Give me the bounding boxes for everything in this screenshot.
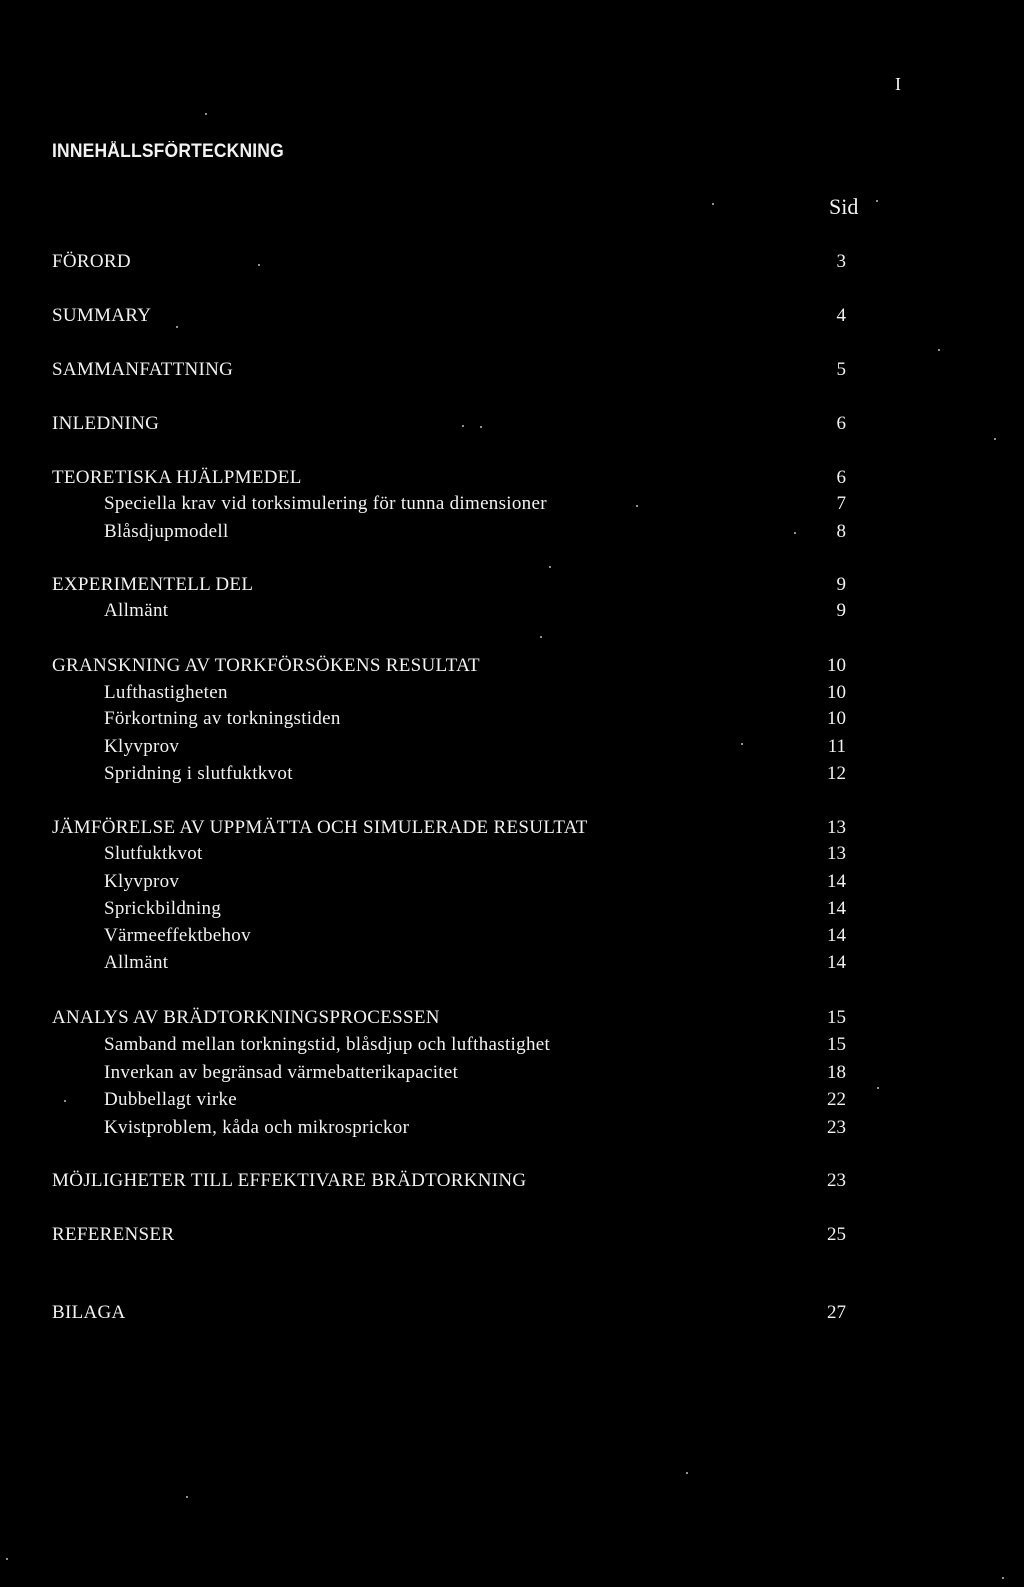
scan-speck [1002,1577,1004,1579]
page-column-label: Sid [829,194,859,219]
scan-speck [794,532,796,534]
toc-entry-label: SAMMANFATTNING [52,359,234,380]
toc-entry-page: 3 [836,251,846,272]
toc-entry-bilaga [0,1300,1024,1326]
scan-speck [686,1472,688,1474]
toc-entry-page: 9 [836,574,846,595]
toc-subentry-forkortning [0,706,1024,732]
toc-subentry-varmeeffektbehov [0,923,1024,949]
toc-subentry-samband [0,1032,1024,1058]
toc-entry-label: Blåsdjupmodell [104,521,229,542]
toc-entry-jamforelse [0,815,1024,841]
toc-entry-label: BILAGA [52,1302,126,1323]
toc-entry-label: Lufthastigheten [104,682,228,703]
scan-speck [877,1087,879,1089]
toc-entry-label: FÖRORD [52,251,131,272]
toc-entry-page: 15 [827,1007,846,1028]
scan-speck [938,349,940,351]
toc-entry-page: 6 [836,413,846,434]
toc-entry-page: 9 [836,600,846,621]
toc-entry-label: Dubbellagt virke [104,1089,238,1110]
toc-subentry-kvistproblem [0,1115,1024,1141]
toc-entry-inledning [0,411,1024,437]
toc-entry-label: MÖJLIGHETER TILL EFFEKTIVARE BRÄDTORKNING [52,1170,527,1191]
toc-entry-page: 22 [827,1089,846,1110]
toc-entry-page: 11 [827,736,846,757]
scan-speck [549,566,551,568]
toc-entry-label: Speciella krav vid torksimulering för tunna dimensioner [104,493,547,514]
toc-entry-page: 23 [827,1117,846,1138]
toc-entry-label: Förkortning av torkningstiden [104,708,341,729]
toc-entry-summary [0,303,1024,329]
toc-entry-page: 6 [836,467,846,488]
toc-entry-label: Sprickbildning [104,898,222,919]
toc-entry-page: 14 [827,898,846,919]
toc-entry-label: Klyvprov [104,871,180,892]
scan-speck [876,200,878,202]
toc-entry-page: 10 [827,708,846,729]
toc-entry-label: Allmänt [104,952,169,973]
toc-entry-label: EXPERIMENTELL DEL [52,574,254,595]
toc-entry-label: REFERENSER [52,1224,175,1245]
toc-entry-page: 5 [836,359,846,380]
toc-entry-page: 10 [827,655,846,676]
toc-entry-page: 8 [836,521,846,542]
scan-speck [258,264,260,266]
toc-subentry-lufthastigheten [0,680,1024,706]
toc-entry-label: GRANSKNING AV TORKFÖRSÖKENS RESULTAT [52,655,480,676]
toc-entry-page: 14 [827,871,846,892]
scan-speck [462,425,464,427]
toc-entry-granskning [0,653,1024,679]
toc-entry-page: 13 [827,843,846,864]
scan-speck [6,1558,8,1560]
toc-entry-label: Spridning i slutfuktkvot [104,763,293,784]
toc-entry-label: Klyvprov [104,736,180,757]
toc-subentry-speciella-krav [0,491,1024,517]
toc-subentry-slutfuktkvot [0,841,1024,867]
toc-subentry-allmant [0,598,1024,624]
toc-entry-label: JÄMFÖRELSE AV UPPMÄTTA OCH SIMULERADE RESULTAT [52,817,588,838]
toc-entry-page: 13 [827,817,846,838]
toc-subentry-blasdjupmodell [0,519,1024,545]
toc-entry-label: Slutfuktkvot [104,843,203,864]
toc-entry-label: ANALYS AV BRÄDTORKNINGSPROCESSEN [52,1007,440,1028]
toc-subentry-inverkan [0,1060,1024,1086]
scan-speck [176,326,178,328]
toc-entry-label: Allmänt [104,600,169,621]
scan-speck [540,636,542,638]
toc-entry-teoretiska-hjalpmedel [0,465,1024,491]
toc-entry-page: 27 [827,1302,846,1323]
toc-entry-analys [0,1005,1024,1031]
toc-entry-page: 23 [827,1170,846,1191]
toc-entry-label: SUMMARY [52,305,152,326]
toc-subentry-dubbellagt [0,1087,1024,1113]
scan-speck [186,1496,188,1498]
scan-speck [741,743,743,745]
toc-subentry-sprickbildning [0,896,1024,922]
toc-entry-page: 10 [827,682,846,703]
toc-entry-label: INLEDNING [52,413,160,434]
toc-entry-fororord [0,249,1024,275]
scan-speck [64,1100,66,1102]
toc-subentry-klyvprov-2 [0,869,1024,895]
scan-speck [712,203,714,205]
toc-entry-label: Inverkan av begränsad värmebatterikapacitet [104,1062,459,1083]
toc-entry-label: TEORETISKA HJÄLPMEDEL [52,467,302,488]
toc-entry-page: 14 [827,925,846,946]
toc-entry-label: Värmeeffektbehov [104,925,251,946]
toc-entry-label: Kvistproblem, kåda och mikrosprickor [104,1117,410,1138]
toc-subentry-spridning [0,761,1024,787]
page-title: INNEHÅLLSFÖRTECKNING [52,141,284,162]
toc-entry-page: 12 [827,763,846,784]
scan-speck [205,113,207,115]
toc-entry-label: Samband mellan torkningstid, blåsdjup och lufthastighet [104,1034,551,1055]
toc-entry-sammanfattning [0,357,1024,383]
toc-entry-page: 25 [827,1224,846,1245]
toc-entry-page: 4 [836,305,846,326]
toc-entry-experimentell-del [0,572,1024,598]
toc-entry-referenser [0,1222,1024,1248]
toc-entry-page: 18 [827,1062,846,1083]
scan-speck [994,438,996,440]
scan-speck [636,505,638,507]
toc-entry-page: 7 [836,493,846,514]
scan-speck [480,426,482,428]
corner-mark: I [895,74,901,94]
toc-subentry-klyvprov [0,734,1024,760]
toc-entry-mojligheter [0,1168,1024,1194]
toc-subentry-allmant-2 [0,950,1024,976]
toc-entry-page: 14 [827,952,846,973]
toc-entry-page: 15 [827,1034,846,1055]
